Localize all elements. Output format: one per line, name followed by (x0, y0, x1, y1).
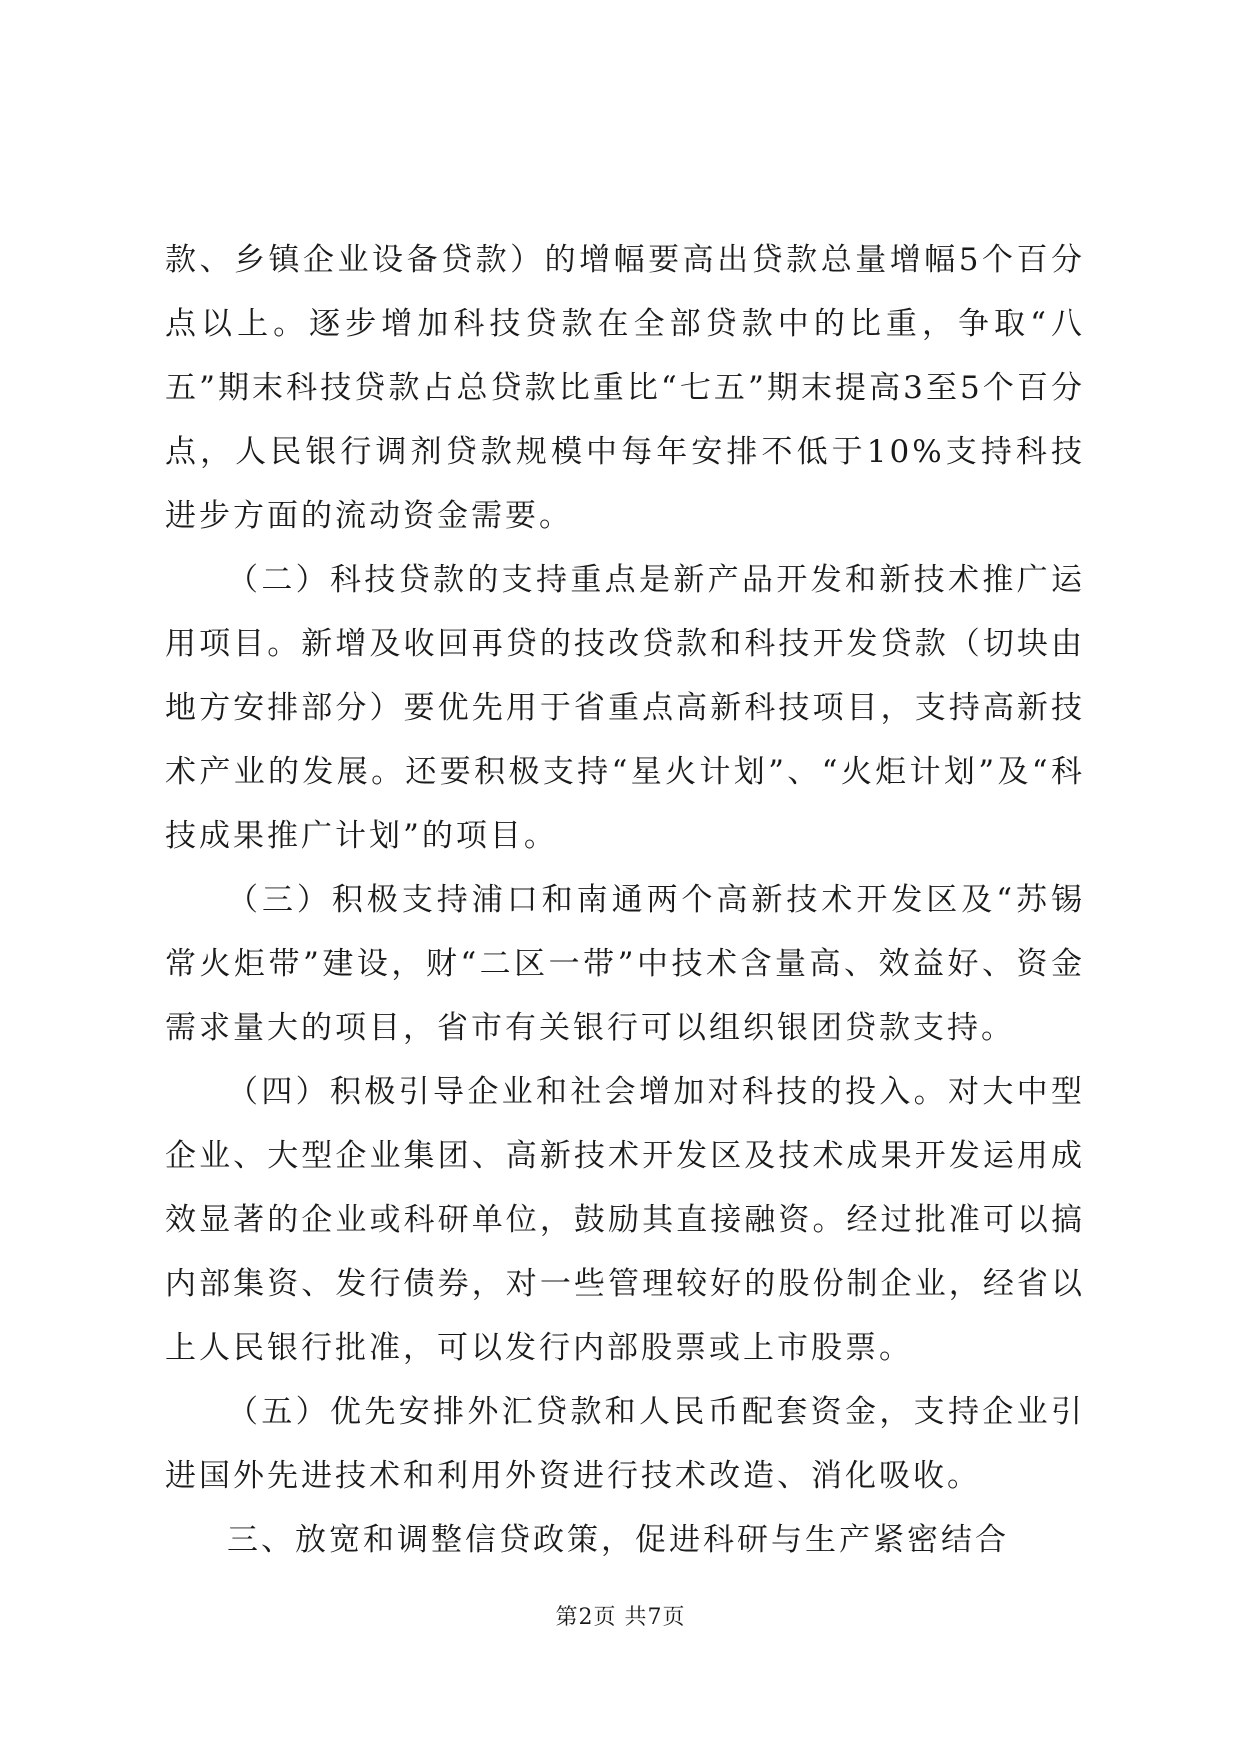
page-number-footer: 第2页 共7页 (555, 1605, 686, 1630)
paragraph-item-4: （四）积极引导企业和社会增加对科技的投入。对大中型企业、大型企业集团、高新技术开发区及技术成果开发运用成效显著的企业或科研单位，鼓励其直接融资。经过批准可以搞内部集资、发行债券，对一些管理较好的股份制企业，经省以上人民银行批准，可以发行内部股票或上市股票。 (165, 1074, 1085, 1366)
document-body (165, 228, 1085, 1572)
paragraph-item-3: （三）积极支持浦口和南通两个高新技术开发区及“苏锡常火炬带”建设，财“二区一带”中技术含量高、效益好、资金需求量大的项目，省市有关银行可以组织银团贷款支持。 (165, 882, 1085, 1046)
paragraph-item-5: （五）优先安排外汇贷款和人民币配套资金，支持企业引进国外先进技术和利用外资进行技术改造、消化吸收。 (165, 1394, 1085, 1494)
section-heading-3: 三、放宽和调整信贷政策，促进科研与生产紧密结合 (227, 1522, 1009, 1558)
paragraph-continuation: 款、乡镇企业设备贷款）的增幅要高出贷款总量增幅5个百分点以上。逐步增加科技贷款在全部贷款中的比重，争取“八五”期末科技贷款占总贷款比重比“七五”期末提高3至5个百分点，人民银行调剂贷款规模中每年安排不低于10%支持科技进步方面的流动资金需要。 (165, 242, 1085, 534)
paragraph-item-2: （二）科技贷款的支持重点是新产品开发和新技术推广运用项目。新增及收回再贷的技改贷款和科技开发贷款（切块由地方安排部分）要优先用于省重点高新科技项目，支持高新技术产业的发展。还要积极支持“星火计划”、“火炬计划”及“科技成果推广计划”的项目。 (165, 562, 1085, 854)
